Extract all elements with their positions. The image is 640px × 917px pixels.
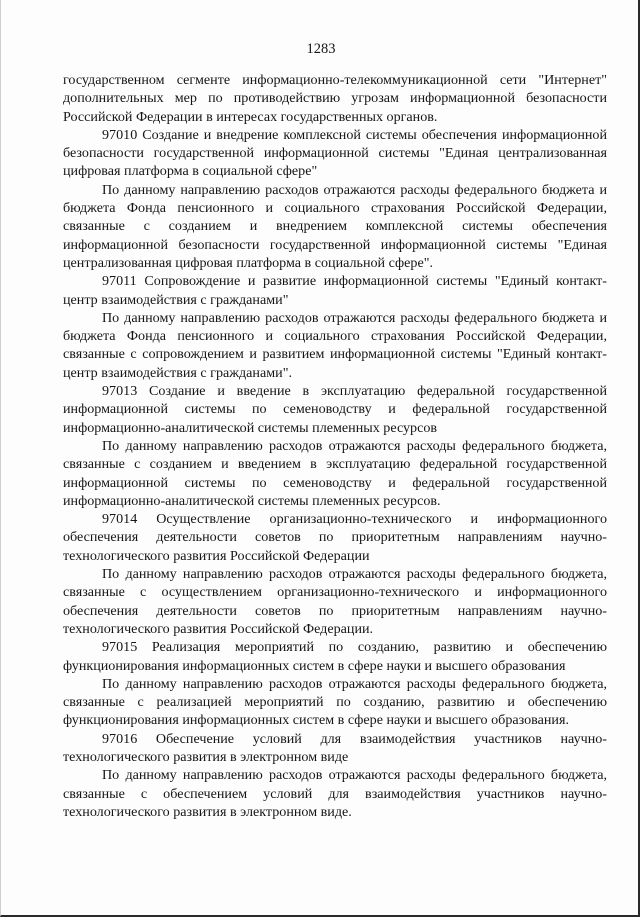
paragraph: По данному направлению расходов отражаются расходы федерального бюджета и бюджета Фонда пенсионного и социального страхования Российской Федерации, связанные с созданием и внедрением комплексной системы обеспечения информационной безопасности государственной информационной системы "Единая централизованная цифровая платформа в социальной сфере". xyxy=(63,181,607,271)
paragraph: государственном сегменте информационно-телекоммуникационной сети "Интернет" дополнительных мер по противодействию угрозам информационной безопасности Российской Федерации в интересах государственных органов. xyxy=(63,72,607,125)
section-heading-97015: 97015 Реализация мероприятий по созданию, развитию и обеспечению функционирования информационных систем в сфере науки и высшего образования xyxy=(63,639,607,674)
paragraph: По данному направлению расходов отражаются расходы федерального бюджета, связанные с осуществлением организационно-технического и информационного обеспечения деятельности советов по приоритетным направлениям научно-технологического развития Российской Федерации. xyxy=(63,566,607,637)
section-heading-97013: 97013 Создание и введение в эксплуатацию федеральной государственной информационной системы по семеноводству и федеральной государственной информационно-аналитической системы племенных ресурсов xyxy=(63,383,607,436)
paragraph: По данному направлению расходов отражаются расходы федерального бюджета, связанные с реализацией мероприятий по созданию, развитию и обеспечению функционирования информационных систем в сфере науки и высшего образования. xyxy=(63,675,607,729)
document-body xyxy=(63,71,607,821)
paragraph: По данному направлению расходов отражаются расходы федерального бюджета и бюджета Фонда пенсионного и социального страхования Российской Федерации, связанные с сопровождением и развитием информационной системы "Единый контакт-центр взаимодействия с гражданами". xyxy=(63,309,607,381)
paragraph: По данному направлению расходов отражаются расходы федерального бюджета, связанные с обеспечением условий для взаимодействия участников научно-технологического развития в электронном виде. xyxy=(63,767,607,820)
section-heading-97014: 97014 Осуществление организационно-технического и информационного обеспечения деятельности советов по приоритетным направлениям научно-технологического развития Российской Федерации xyxy=(63,511,607,564)
section-heading-97016: 97016 Обеспечение условий для взаимодействия участников научно-технологического развития в электронном виде xyxy=(63,730,607,765)
section-heading-97011: 97011 Сопровождение и развитие информационной системы "Единый контакт-центр взаимодействия с гражданами" xyxy=(63,273,607,308)
paragraph: По данному направлению расходов отражаются расходы федерального бюджета, связанные с созданием и введением в эксплуатацию федеральной государственной информационной системы по семеноводству и федеральной государственной информационно-аналитической системы племенных ресурсов. xyxy=(63,437,607,509)
page-number: 1283 xyxy=(306,41,336,57)
section-heading-97010: 97010 Создание и внедрение комплексной системы обеспечения информационной безопасности государственной информационной системы "Единая централизованная цифровая платформа в социальной сфере" xyxy=(63,126,607,180)
